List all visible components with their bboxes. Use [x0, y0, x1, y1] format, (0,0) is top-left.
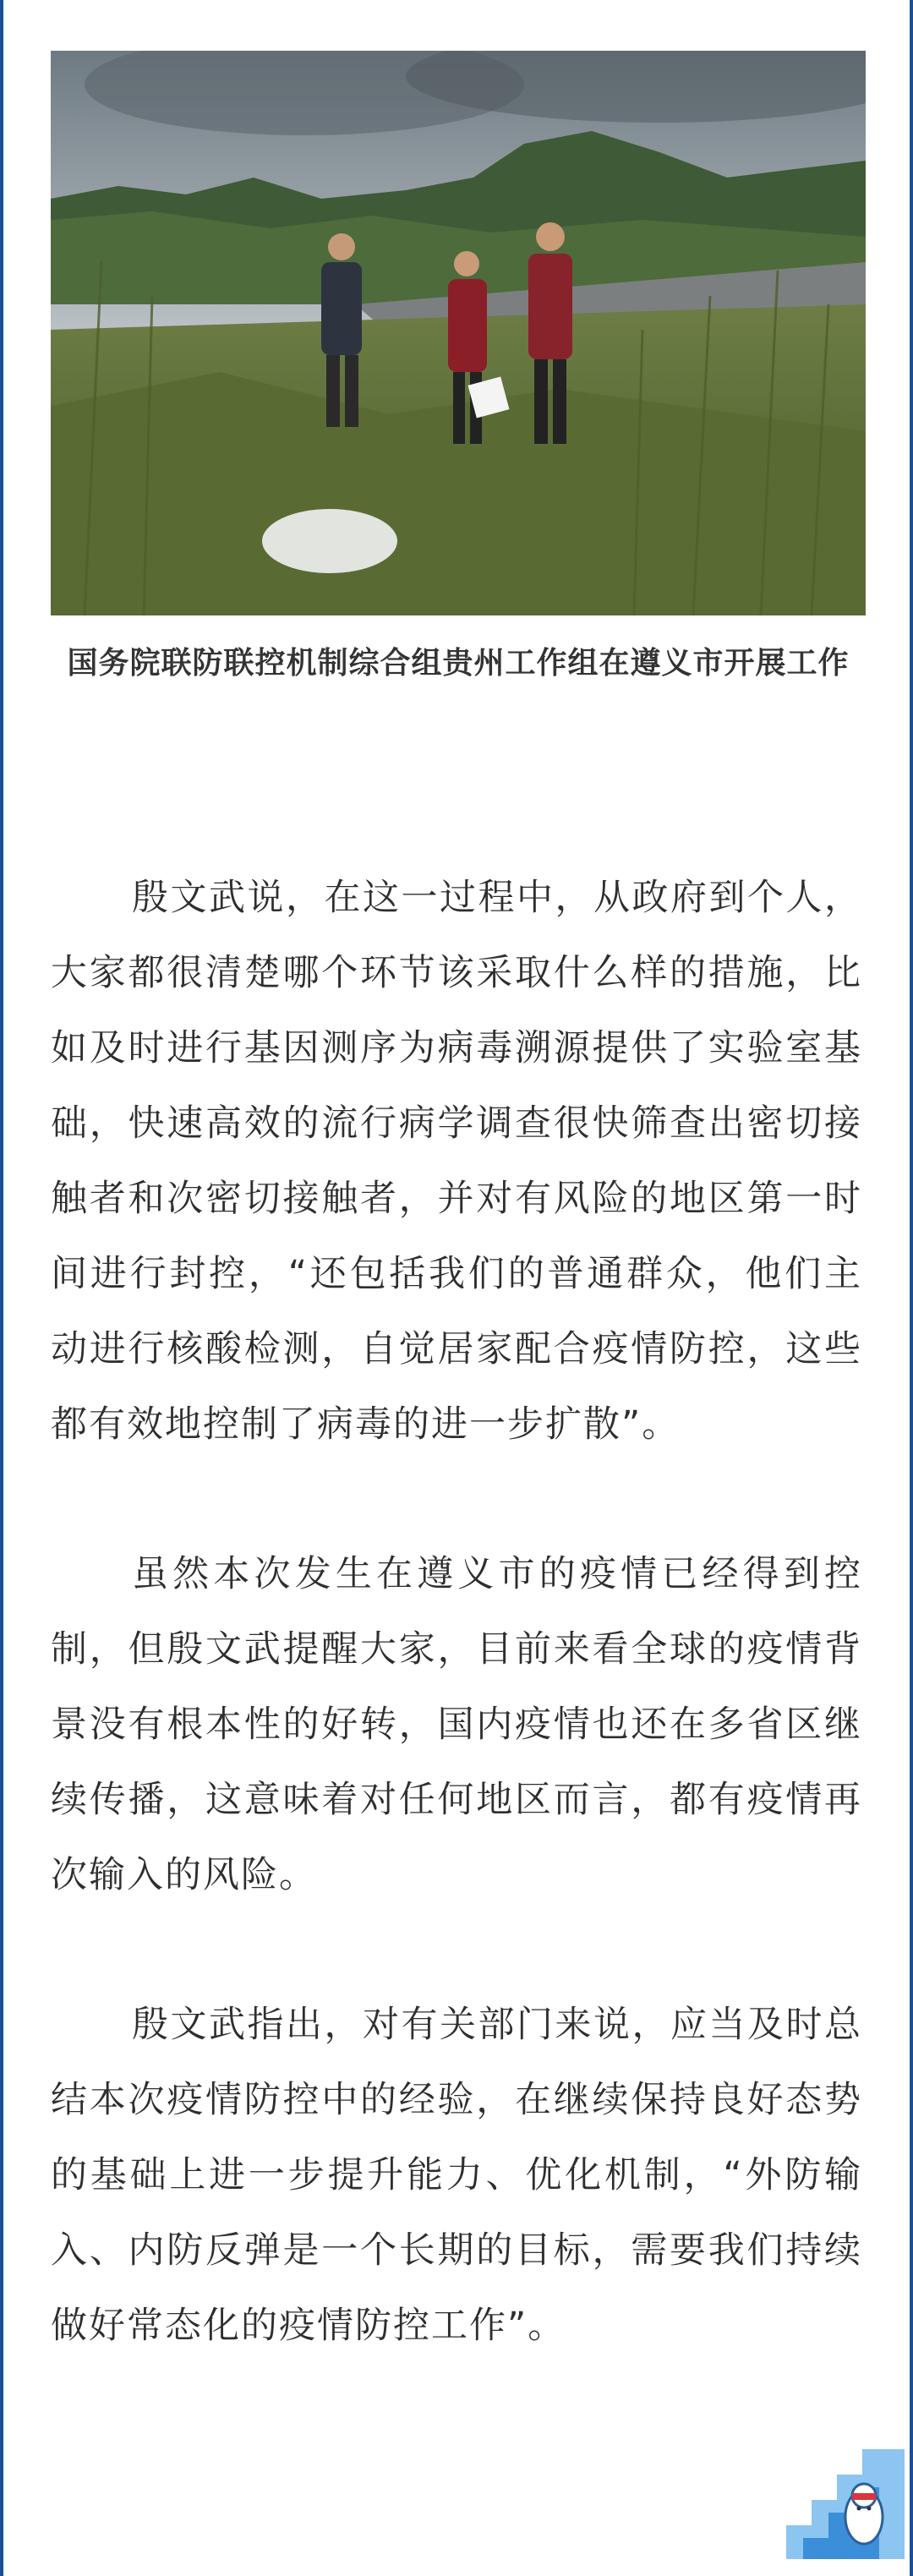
outdoor-photo-illustration: [51, 51, 866, 615]
news-photo: [51, 51, 866, 615]
paragraph: 殷文武指出，对有关部门来说，应当及时总结本次疫情防控中的经验，在继续保持良好态势的基础上进一步提升能力、优化机制，“外防输入、内防反弹是一个长期的目标，需要我们持续做好常态化的疫情防控工作”。: [51, 2004, 862, 2347]
paragraph: 虽然本次发生在遵义市的疫情已经得到控制，但殷文武提醒大家，目前来看全球的疫情背景没有根本性的好转，国内疫情也还在多省区继续传播，这意味着对任何地区而言，都有疫情再次输入的风险。: [51, 1553, 862, 1896]
photo-caption: 国务院联防联控机制综合组贵州工作组在遵义市开展工作: [67, 646, 850, 681]
article-body: [51, 861, 862, 2438]
mascot-icon: [786, 2424, 905, 2559]
paragraph: 殷文武说，在这一过程中，从政府到个人，大家都很清楚哪个环节该采取什么样的措施，比如及时进行基因测序为病毒溯源提供了实验室基础，快速高效的流行病学调查很快筛查出密切接触者和次密切接触者，并对有风险的地区第一时间进行封控，“还包括我们的普通群众，他们主动进行核酸检测，自觉居家配合疫情防控，这些都有效地控制了病毒的进一步扩散”。: [51, 877, 862, 1446]
